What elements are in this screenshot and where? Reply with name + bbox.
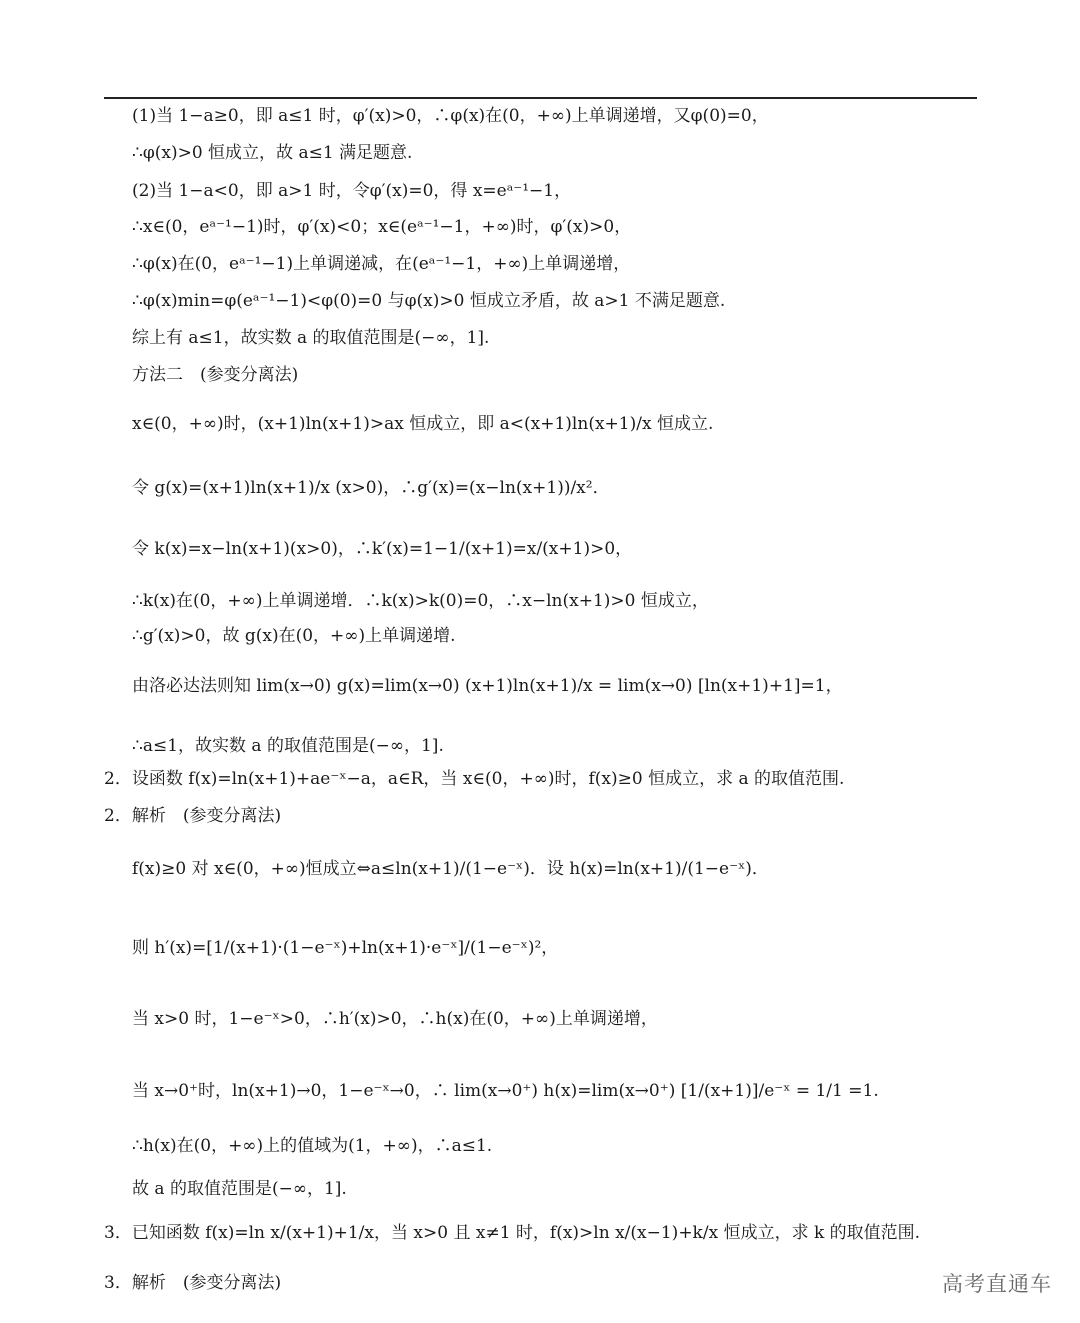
line-03: (2)当 1−a<0，即 a>1 时，令φ′(x)=0，得 x=eᵃ⁻¹−1， xyxy=(132,181,572,201)
line-04: ∴x∈(0，eᵃ⁻¹−1)时，φ′(x)<0；x∈(eᵃ⁻¹−1，+∞)时，φ′(x)>0， xyxy=(132,217,632,237)
line-09: x∈(0，+∞)时，(x+1)ln(x+1)>ax 恒成立，即 a<(x+1)ln(x+1)/x 恒成立. xyxy=(132,414,714,434)
line-18: f(x)≥0 对 x∈(0，+∞)恒成立⇔a≤ln(x+1)/(1−e⁻ˣ)．设 h(x)=ln(x+1)/(1−e⁻ˣ)． xyxy=(132,859,769,879)
line-05: ∴φ(x)在(0，eᵃ⁻¹−1)上单调递减，在(eᵃ⁻¹−1，+∞)上单调递增， xyxy=(132,254,631,274)
line-23: 故 a 的取值范围是(−∞，1]. xyxy=(132,1179,347,1199)
method-two-heading: 方法二 (参变分离法) xyxy=(132,365,299,385)
line-02: ∴φ(x)>0 恒成立，故 a≤1 满足题意. xyxy=(132,143,413,163)
question-3: 3．已知函数 f(x)=ln x/(x+1)+1/x，当 x>0 且 x≠1 时，f(x)>ln x/(x−1)+k/x 恒成立，求 k 的取值范围. xyxy=(104,1223,921,1243)
header-rule xyxy=(104,97,977,99)
line-10: 令 g(x)=(x+1)ln(x+1)/x (x>0)，∴g′(x)=(x−ln(x+1))/x²． xyxy=(132,478,610,498)
line-12: ∴k(x)在(0，+∞)上单调递增．∴k(x)>k(0)=0，∴x−ln(x+1)>0 恒成立， xyxy=(132,591,709,611)
question-2: 2．设函数 f(x)=ln(x+1)+ae⁻ˣ−a，a∈R，当 x∈(0，+∞)时，f(x)≥0 恒成立，求 a 的取值范围. xyxy=(104,769,845,789)
line-22: ∴h(x)在(0，+∞)上的值域为(1，+∞)，∴a≤1. xyxy=(132,1136,493,1156)
line-13: ∴g′(x)>0，故 g(x)在(0，+∞)上单调递增. xyxy=(132,626,456,646)
line-19: 则 h′(x)=[1/(x+1)·(1−e⁻ˣ)+ln(x+1)·e⁻ˣ]/(1−e⁻ˣ)²， xyxy=(132,938,559,958)
answer-2-heading: 2．解析 (参变分离法) xyxy=(104,806,282,826)
line-20: 当 x>0 时，1−e⁻ˣ>0，∴h′(x)>0，∴h(x)在(0，+∞)上单调递增， xyxy=(132,1009,658,1029)
line-15: ∴a≤1，故实数 a 的取值范围是(−∞，1]. xyxy=(132,736,444,756)
line-01: (1)当 1−a≥0，即 a≤1 时，φ′(x)>0，∴φ(x)在(0，+∞)上单调递增，又φ(0)=0， xyxy=(132,106,769,126)
line-07: 综上有 a≤1，故实数 a 的取值范围是(−∞，1]. xyxy=(132,328,490,348)
answer-3-heading: 3．解析 (参变分离法) xyxy=(104,1273,282,1293)
line-21: 当 x→0⁺时，ln(x+1)→0，1−e⁻ˣ→0，∴ lim(x→0⁺) h(x)=lim(x→0⁺) [1/(x+1)]/e⁻ˣ = 1/1 =1. xyxy=(132,1081,879,1101)
line-11: 令 k(x)=x−ln(x+1)(x>0)，∴k′(x)=1−1/(x+1)=x/(x+1)>0， xyxy=(132,539,633,559)
line-06: ∴φ(x)min=φ(eᵃ⁻¹−1)<φ(0)=0 与φ(x)>0 恒成立矛盾，故 a>1 不满足题意. xyxy=(132,291,726,311)
line-14: 由洛必达法则知 lim(x→0) g(x)=lim(x→0) (x+1)ln(x+1)/x = lim(x→0) [ln(x+1)+1]=1， xyxy=(132,676,843,696)
watermark: 高考直通车 xyxy=(942,1272,1052,1296)
